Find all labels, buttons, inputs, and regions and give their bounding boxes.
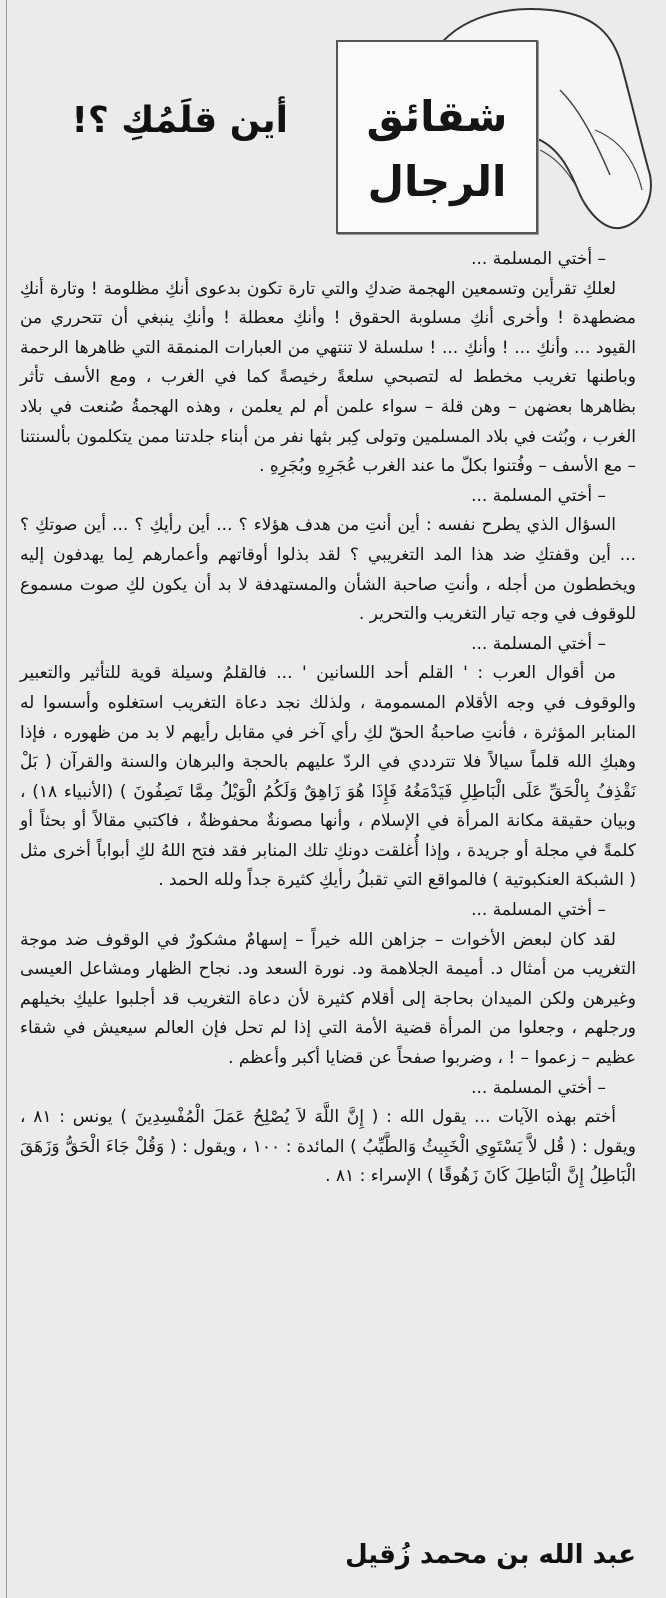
article-body [20,245,636,1192]
greeting: – أختي المسلمة ... [471,249,606,269]
column-name-card [336,40,538,234]
column-name-line1: شقائق [366,92,508,141]
paragraph: أختم بهذه الآيات ... يقول الله : ( إِنَّ اللَّهَ لاَ يُصْلِحُ عَمَلَ الْمُفْسِدِينَ ) يونس : ٨١ ، ويقول : ( قُل لاَّ يَسْتَوِي الْخَبِيثُ وَالطَّيِّبُ ) المائدة : ١٠٠ ، ويقول : ( وَقُلْ جَاءَ الْحَقُّ وَزَهَقَ الْبَاطِلُ إِنَّ الْبَاطِلَ كَانَ زَهُوقًا ) الإسراء : ٨١ . [20,1107,636,1187]
paragraph: من أقوال العرب : ' القلم أحد اللسانين ' ... فالقلمُ وسيلة قوية للتأثير والتعبير والوقوف في وجه الأقلام المسمومة ، ولذلك نجد دعاة التغريب استغلوه وأسسوا له المنابر المؤثرة ، فأنتِ صاحبةُ الحقّ لكِ رأي آخر في مقابل رأيهم لا بد من ظهوره ، فإذا وهبكِ الله قلماً سيالاً فلا تترددي في الردّ عليهم بالحجة والبرهان والسنة والقرآن ( بَلْ نَقْذِفُ بِالْحَقِّ عَلَى الْبَاطِلِ فَيَدْمَغُهُ فَإِذَا هُوَ زَاهِقٌ وَلَكُمُ الْوَيْلُ مِمَّا تَصِفُونَ ) (الأنبياء ١٨) ، وبيان حقيقة مكانة المرأة في الإسلام ، وأنها مصونةٌ محفوظةٌ ، فاكتبي مقالاً أو بحثاً أو كلمةً في مجلة أو جريدة ، وإذا أُغلقت دونكِ تلك المنابر فقد فتح اللهُ لكِ أبواباً أخرى مثل ( الشبكة العنكبوتية ) فالمواقع التي تقبلُ رأيكِ كثيرة جداً ولله الحمد . [20,663,636,891]
header [0,0,666,250]
author-signature: عبد الله بن محمد زُقيل [345,1540,636,1570]
paragraph: السؤال الذي يطرح نفسه : أين أنتِ من هدف هؤلاء ؟ ... أين رأيكِ ؟ ... أين صوتكِ ؟ ... أين وقفتكِ ضد هذا المد التغريبي ؟ لقد بذلوا أوقاتهم وأعمارهم لِما يهدفون إليه ويخططون من أجله ، وأنتِ صاحبة الشأن والمستهدفة لا بد أن يكون لكِ صوت مسموع للوقوف في وجه تيار التغريب والتحرير . [20,515,636,625]
greeting: – أختي المسلمة ... [471,633,606,654]
greeting: – أختي المسلمة ... [471,1077,606,1098]
paragraph: لعلكِ تقرأين وتسمعين الهجمة ضدكِ والتي تارة تكون بدعوى أنكِ مظلومة ! وتارة أنكِ مضطهدة ! وأخرى أنكِ مسلوبة الحقوق ! وأنكِ معطلة ! وأنكِ ينبغي أن تتحرري من القيود ... وأنكِ ... ! وأنكِ ... ! سلسلة لا تنتهي من العبارات المنمقة التي ظاهرها الرحمة وباطنها تغريب مخطط له لتصبحي سلعةً رخيصةً كما في الغرب ، ومع الأسف تأثر بظاهرها بعضهن – وهن قلة – سواء علمن أم لم يعلمن ، وهذه الهجمةُ صُنعت في بلاد الغرب ، وبُثت في بلاد المسلمين وتولى كِبر بثها نفر من أبناء جلدتنا ممن يتكلمون بألسنتنا – مع الأسف – وفُتنوا بكلّ ما عند الغرب عُجَرِهِ وبُجَرِهِ . [20,278,636,477]
article-title: أين قلَمُكِ ؟! [71,100,288,141]
greeting: – أختي المسلمة ... [471,485,606,506]
column-name-line2: الرجال [367,157,507,206]
paragraph: لقد كان لبعض الأخوات – جزاهن الله خيراً – إسهامٌ مشكورٌ في الوقوف ضد موجة التغريب من أمثال د. أميمة الجلاهمة ود. نورة السعد ود. نجاح الظهار ومشاعل العيسى وغيرهن ولكن الميدان بحاجة إلى أقلام كثيرة لأن دعاة التغريب قد أجلبوا عليكِ بخيلهم ورجلهم ، وجعلوا من المرأة قضية الأمة التي إذا لم تحل فإن العالم سيعيش في شقاء عظيم – زعموا – ! ، وضربوا صفحاً عن قضايا أكبر وأعظم . [20,929,636,1069]
greeting: – أختي المسلمة ... [471,900,606,921]
